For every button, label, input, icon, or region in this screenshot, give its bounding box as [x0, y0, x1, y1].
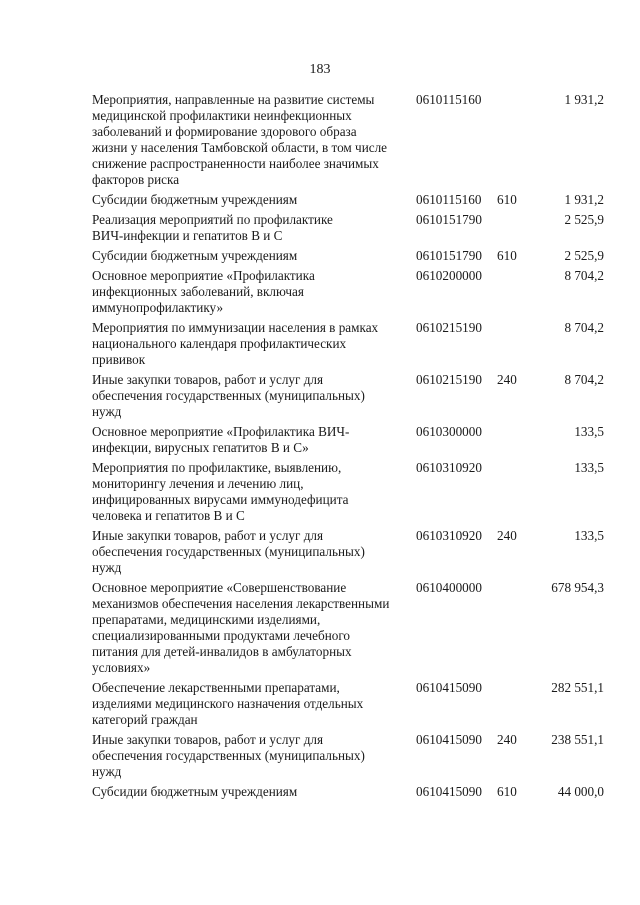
description-line: механизмов обеспечения населения лекарственными [92, 596, 390, 611]
row-amount: 1 931,2 [564, 192, 604, 207]
row-description [92, 268, 392, 316]
description-line: Субсидии бюджетным учреждениям [92, 192, 298, 207]
description-line: инфицированных вирусами иммунодефицита [92, 492, 349, 507]
row-amount: 133,5 [574, 528, 604, 543]
table-row [0, 192, 640, 208]
row-expense-type: 610 [497, 784, 517, 799]
table-row [0, 732, 640, 780]
row-description [92, 372, 392, 420]
table-row [0, 580, 640, 676]
description-line: обеспечения государственных (муниципальных) [92, 748, 365, 763]
description-line: инфекции, вирусных гепатитов В и С» [92, 440, 309, 455]
description-line: Мероприятия, направленные на развитие системы [92, 92, 375, 107]
description-line: Иные закупки товаров, работ и услуг для [92, 732, 324, 747]
row-description [92, 528, 392, 576]
row-description [92, 580, 392, 676]
table-row [0, 784, 640, 800]
row-code: 0610200000 [416, 268, 482, 283]
description-line: Мероприятия по профилактике, выявлению, [92, 460, 342, 475]
row-description [92, 732, 392, 780]
row-amount: 678 954,3 [551, 580, 604, 595]
row-expense-type: 240 [497, 372, 517, 387]
description-line: человека и гепатитов В и С [92, 508, 245, 523]
description-line: Субсидии бюджетным учреждениям [92, 248, 298, 263]
description-line: обеспечения государственных (муниципальных) [92, 388, 365, 403]
row-description [92, 460, 392, 524]
description-line: национального календаря профилактических [92, 336, 347, 351]
description-line: Иные закупки товаров, работ и услуг для [92, 372, 324, 387]
description-line: Мероприятия по иммунизации населения в рамках [92, 320, 379, 335]
description-line: препаратами, медицинскими изделиями, [92, 612, 321, 627]
row-code: 0610115160 [416, 92, 482, 107]
description-line: инфекционных заболеваний, включая [92, 284, 304, 299]
description-line: Обеспечение лекарственными препаратами, [92, 680, 340, 695]
description-line: факторов риска [92, 172, 180, 187]
description-line: условиях» [92, 660, 151, 675]
row-code: 0610215190 [416, 320, 482, 335]
table-row [0, 320, 640, 368]
description-line: иммунопрофилактику» [92, 300, 224, 315]
description-line: мониторингу лечения и лечению лиц, [92, 476, 304, 491]
row-code: 0610415090 [416, 732, 482, 747]
description-line: ВИЧ-инфекции и гепатитов В и С [92, 228, 283, 243]
row-description [92, 424, 392, 456]
row-expense-type: 610 [497, 192, 517, 207]
description-line: Основное мероприятие «Профилактика [92, 268, 315, 283]
table-row [0, 372, 640, 420]
row-expense-type: 240 [497, 528, 517, 543]
row-code: 0610115160 [416, 192, 482, 207]
description-line: прививок [92, 352, 146, 367]
row-amount: 8 704,2 [564, 268, 604, 283]
description-line: категорий граждан [92, 712, 198, 727]
description-line: Реализация мероприятий по профилактике [92, 212, 333, 227]
description-line: Основное мероприятие «Профилактика ВИЧ- [92, 424, 350, 439]
description-line: изделиями медицинского назначения отдельных [92, 696, 364, 711]
table-row [0, 248, 640, 264]
row-description [92, 784, 392, 800]
description-line: Иные закупки товаров, работ и услуг для [92, 528, 324, 543]
row-amount: 238 551,1 [551, 732, 604, 747]
row-description [92, 92, 392, 188]
description-line: нужд [92, 560, 122, 575]
row-description [92, 212, 392, 244]
row-code: 0610415090 [416, 680, 482, 695]
table-row [0, 92, 640, 188]
row-description [92, 680, 392, 728]
description-line: нужд [92, 404, 122, 419]
table-row [0, 424, 640, 456]
description-line: питания для детей-инвалидов в амбулаторных [92, 644, 352, 659]
table-row [0, 268, 640, 316]
row-code: 0610310920 [416, 460, 482, 475]
row-amount: 44 000,0 [557, 784, 604, 799]
description-line: заболеваний и формирование здорового образа [92, 124, 357, 139]
row-code: 0610310920 [416, 528, 482, 543]
row-code: 0610300000 [416, 424, 482, 439]
description-line: снижение распространенности наиболее значимых [92, 156, 379, 171]
row-code: 0610215190 [416, 372, 482, 387]
row-description [92, 320, 392, 368]
row-amount: 1 931,2 [564, 92, 604, 107]
description-line: обеспечения государственных (муниципальных) [92, 544, 365, 559]
page-number: 183 [309, 62, 331, 77]
table-row [0, 680, 640, 728]
row-description [92, 248, 392, 264]
description-line: специализированными продуктами лечебного [92, 628, 351, 643]
row-amount: 8 704,2 [564, 372, 604, 387]
row-amount: 2 525,9 [564, 212, 604, 227]
row-amount: 133,5 [574, 460, 604, 475]
table-row [0, 528, 640, 576]
description-line: Основное мероприятие «Совершенствование [92, 580, 347, 595]
row-code: 0610400000 [416, 580, 482, 595]
row-amount: 133,5 [574, 424, 604, 439]
row-amount: 2 525,9 [564, 248, 604, 263]
description-line: Субсидии бюджетным учреждениям [92, 784, 298, 799]
description-line: медицинской профилактики неинфекционных [92, 108, 352, 123]
row-code: 0610151790 [416, 248, 482, 263]
table-row [0, 460, 640, 524]
description-line: жизни у населения Тамбовской области, в том числе [92, 140, 388, 155]
row-expense-type: 610 [497, 248, 517, 263]
row-expense-type: 240 [497, 732, 517, 747]
description-line: нужд [92, 764, 122, 779]
row-amount: 282 551,1 [551, 680, 604, 695]
row-description [92, 192, 392, 208]
table-row [0, 212, 640, 244]
row-code: 0610415090 [416, 784, 482, 799]
row-amount: 8 704,2 [564, 320, 604, 335]
row-code: 0610151790 [416, 212, 482, 227]
